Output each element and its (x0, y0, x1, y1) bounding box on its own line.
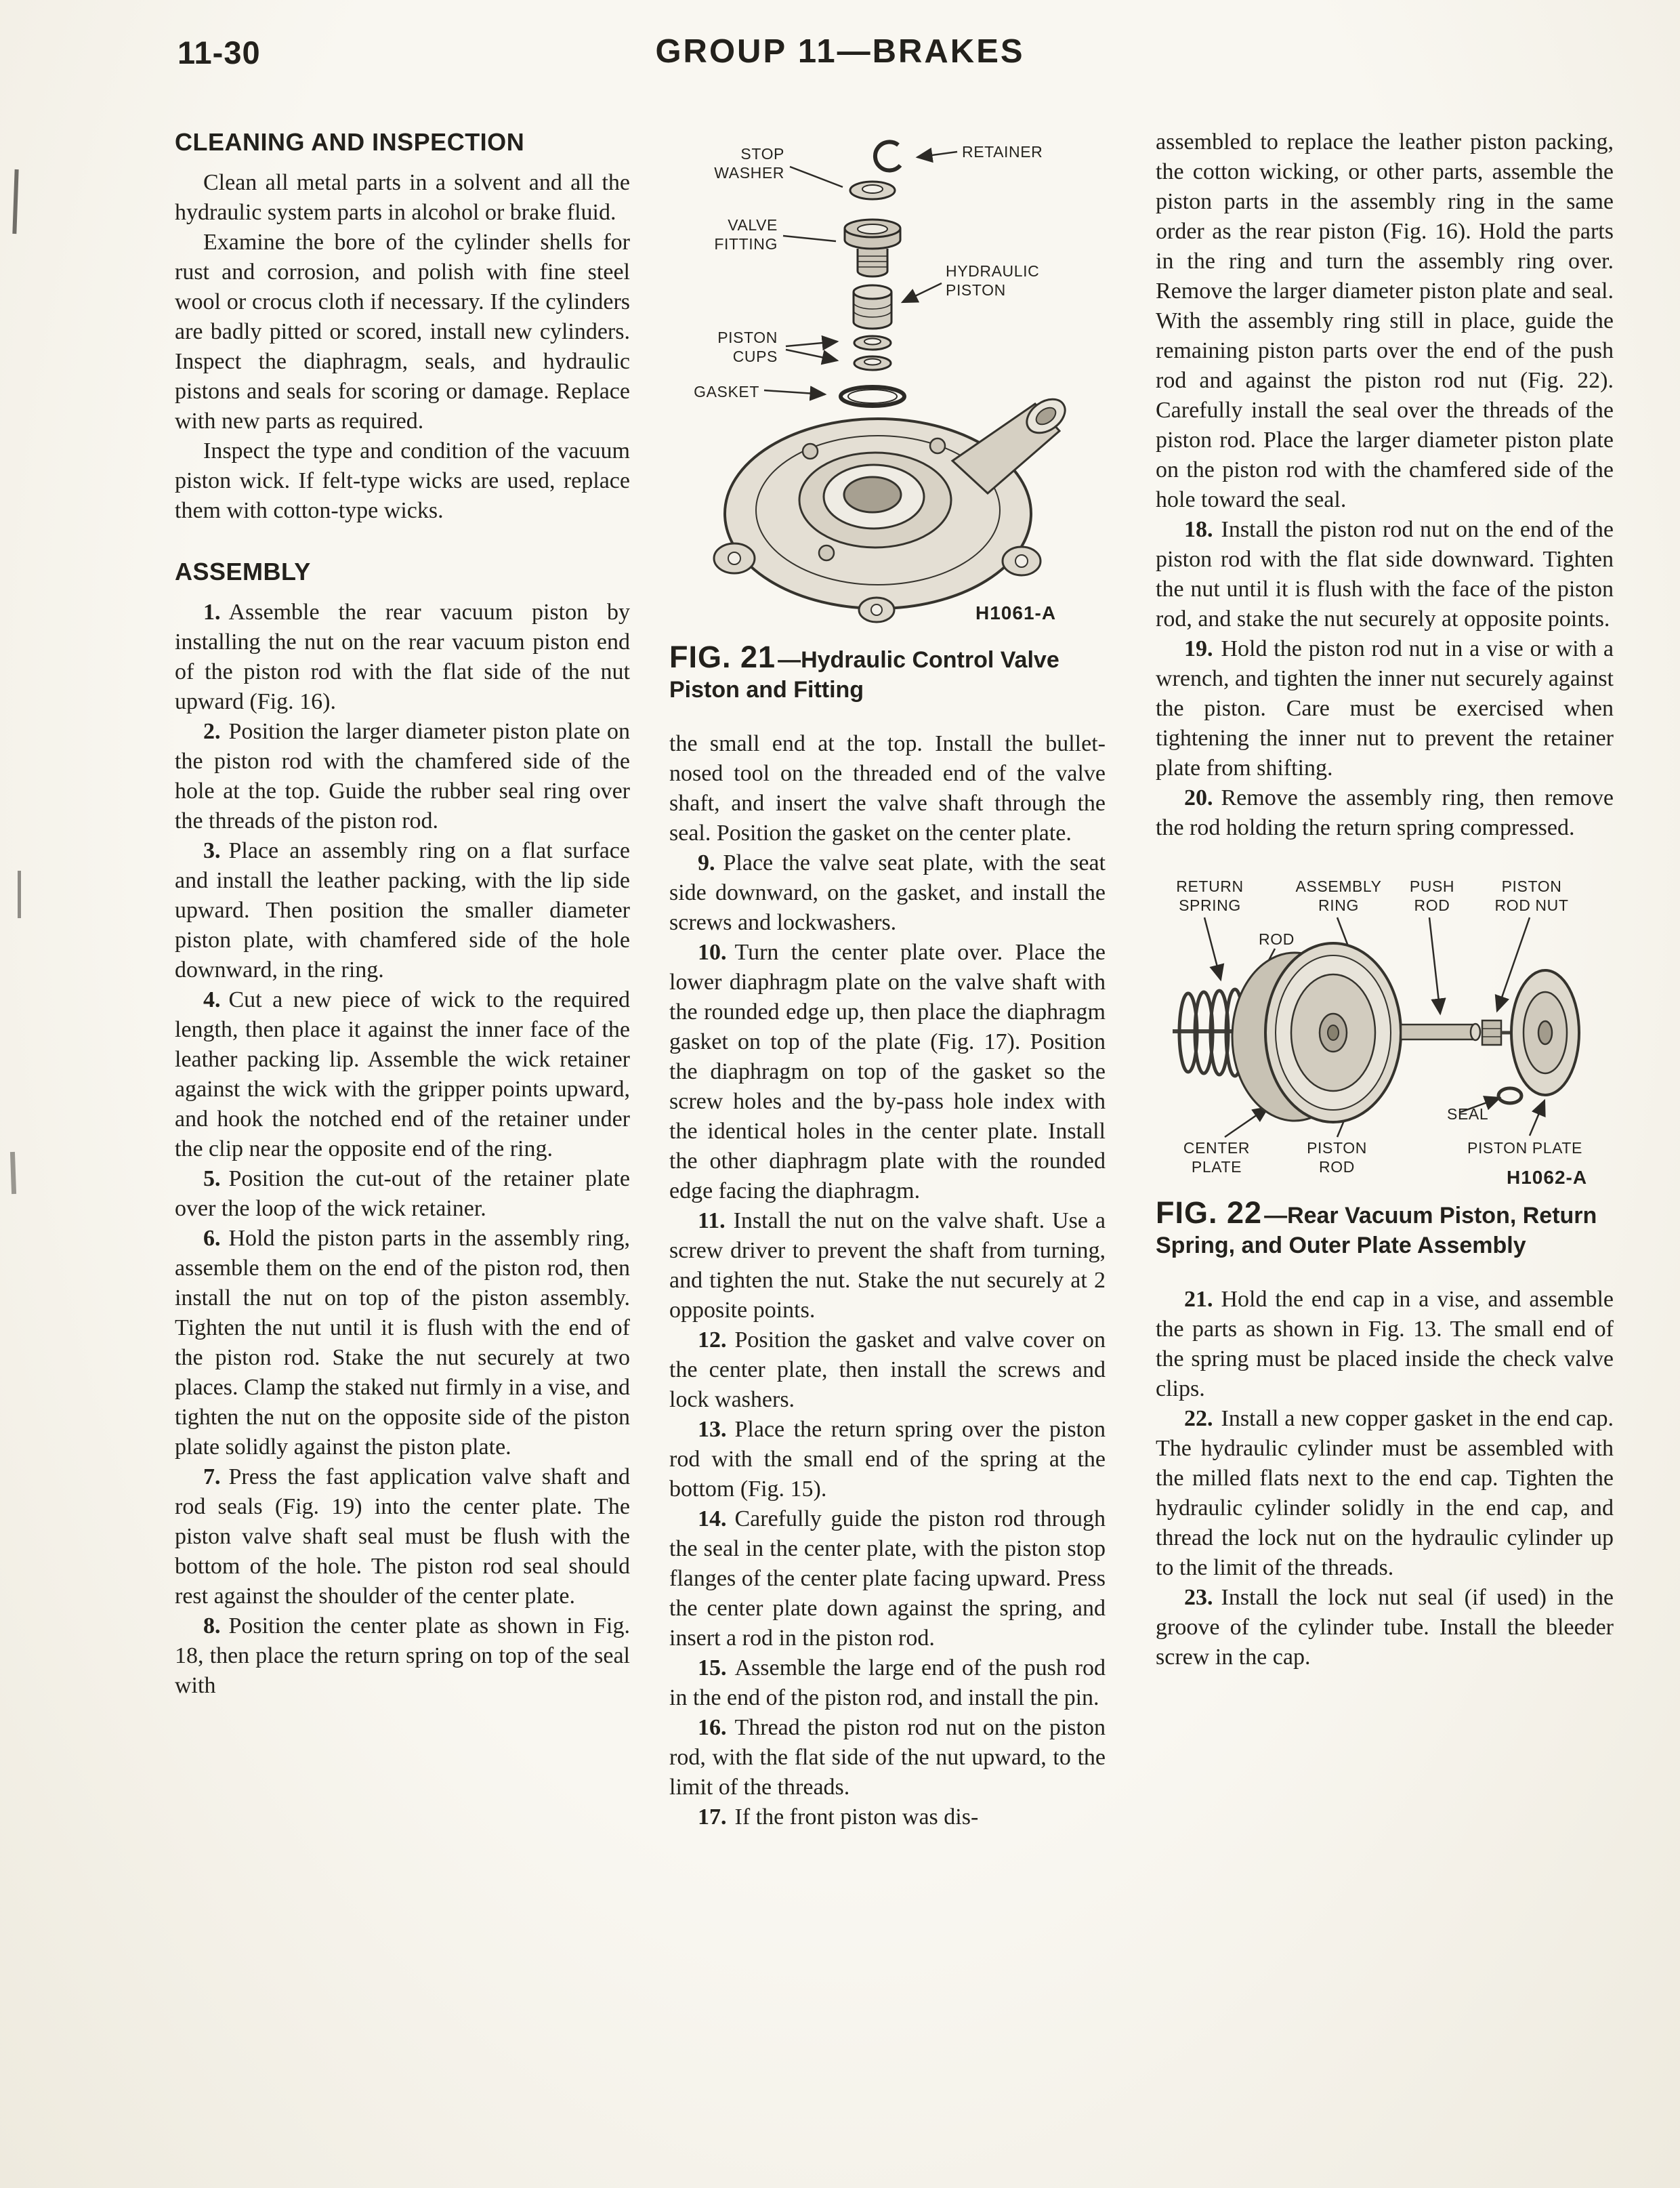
paragraph: Inspect the type and condition of the vacuum piston wick. If felt-type wicks are used, replace them with cotton-type wicks. (175, 438, 630, 523)
step-paragraph (175, 1164, 630, 1224)
section-heading-assembly: ASSEMBLY (175, 558, 311, 585)
step-text: Place the return spring over the piston rod with the small end of the spring at the bottom (Fig. 15). (669, 1417, 1106, 1502)
step-paragraph (669, 848, 1106, 938)
step-number: 12. (698, 1327, 727, 1353)
step-number: 8. (203, 1613, 221, 1638)
right-column (1156, 127, 1614, 1672)
step-number: 6. (203, 1226, 221, 1251)
step-number: 19. (1184, 636, 1213, 661)
scan-artifact (10, 1152, 16, 1194)
step-text: Thread the piston rod nut on the piston rod, with the flat side of the nut upward, to the limit of the threads. (669, 1715, 1106, 1800)
step-text: Cut a new piece of wick to the required length, then place it against the inner face of the leather packing lip. Assemble the wick retainer against the wick with the gripper points upward, and hook the notched end of the retainer under the clip near the opposite end of the ring. (175, 987, 630, 1161)
paragraph: Clean all metal parts in a solvent and all the hydraulic system parts in alcohol or brake fluid. (175, 170, 630, 225)
step-text: Assemble the rear vacuum piston by installing the nut on the rear vacuum piston end of the piston rod with the flat side of the nut upward (Fig. 16). (175, 600, 630, 714)
step-paragraph (1156, 634, 1614, 783)
step-paragraph (175, 1224, 630, 1462)
hydraulic-piston-part (854, 285, 891, 329)
step-text: Position the cut-out of the retainer plate over the loop of the wick retainer. (175, 1166, 630, 1221)
fig21-code: H1061-A (975, 602, 1057, 623)
step-number: 18. (1184, 517, 1213, 542)
step-paragraph (175, 1611, 630, 1701)
step-paragraph (669, 938, 1106, 1206)
fig22-label-piston-plate: PISTON PLATE (1467, 1139, 1582, 1157)
fig22-caption-text: —Rear Vacuum Piston, Return Spring, and Outer Plate Assembly (1156, 1203, 1597, 1258)
step-number: 21. (1184, 1287, 1213, 1312)
step-paragraph (669, 1325, 1106, 1415)
step-paragraph (669, 1802, 1106, 1832)
step-text: Install the piston rod nut on the end of the piston rod with the flat side downward. Tighten the nut until it is flush with the face of the piston rod, and stake the nut securely at opposite points. (1156, 517, 1614, 632)
step-text: Install the lock nut seal (if used) in the groove of the cylinder tube. Install the bleeder screw in the cap. (1156, 1585, 1614, 1670)
step-text: Place an assembly ring on a flat surface and install the leather packing, with the lip side upward. Then position the smaller diameter piston plate, with chamfered side of the hole downward, in the ring. (175, 838, 630, 983)
step-text: Press the fast application valve shaft and rod seals (Fig. 19) into the center plate. The piston valve shaft seal must be flush with the bottom of the hole. The piston rod seal should rest against the shoulder of the center plate. (175, 1464, 630, 1609)
step-text: Position the larger diameter piston plate on the piston rod with the chamfered side of the hole at the top. Guide the rubber seal ring over the threads of the piston rod. (175, 719, 630, 833)
step-number: 9. (698, 850, 715, 875)
step-paragraph (669, 1415, 1106, 1504)
piston-rod-nut-part (1482, 1020, 1513, 1045)
fig21-label-hydraulic-piston: HYDRAULIC PISTON (946, 262, 1040, 299)
step-paragraph (1156, 1285, 1614, 1404)
fig21-label-retainer: RETAINER (962, 143, 1043, 161)
figure-22-rear-vacuum-piston (1156, 870, 1603, 1191)
step-text: Carefully guide the piston rod through the seal in the center plate, with the piston stop flanges of the center plate facing upward. Press the center plate down against the spring, and insert a rod in the piston rod. (669, 1506, 1106, 1651)
step-number: 20. (1184, 785, 1213, 810)
step-number: 23. (1184, 1585, 1213, 1610)
step-number: 11. (698, 1208, 726, 1233)
fig21-label-valve-fitting: VALVE FITTING (714, 216, 778, 253)
fig22-label-return-spring: RETURN SPRING (1176, 878, 1244, 914)
piston-cups-part (854, 336, 891, 370)
step-number: 5. (203, 1166, 221, 1191)
seal-part (1498, 1088, 1521, 1103)
assembly-ring-part (1265, 943, 1401, 1122)
fig21-caption-number: FIG. 21 (669, 640, 776, 674)
step-number: 13. (698, 1417, 727, 1442)
scan-artifact (12, 169, 18, 234)
fig22-label-seal: SEAL (1447, 1105, 1489, 1123)
scan-artifact (18, 871, 21, 918)
step-text: Hold the piston parts in the assembly ring, assemble them on the end of the piston rod, then install the nut on top of the piston assembly. Tighten the nut until it is flush with the end of the piston rod. Stake the nut securely at two places. Clamp the staked nut firmly in a vise, and tighten the nut on the opposite side of the piston plate solidly against the piston plate. (175, 1226, 630, 1460)
gasket-part (841, 387, 904, 406)
fig22-label-assembly-ring: ASSEMBLY RING (1295, 878, 1382, 914)
center-plate-casting (714, 392, 1071, 622)
step-paragraph (175, 985, 630, 1164)
paragraph: assembled to replace the leather piston packing, the cotton wicking, or other parts, assemble the piston parts in the assembly ring in the same order as the rear piston (Fig. 16). Hold the parts in the ring and turn the assembly ring over. Remove the larger diameter piston plate and seal. With the assembly ring still in place, guide the remaining piston parts over the end of the push rod and against the piston rod nut (Fig. 22). Carefully install the seal over the threads of the piston rod. Place the larger diameter piston plate on the piston rod with the chamfered side of the hole toward the seal. (1156, 129, 1614, 512)
fig21-label-piston-cups: PISTON CUPS (717, 329, 778, 365)
step-number: 3. (203, 838, 221, 863)
step-number: 4. (203, 987, 221, 1012)
step-text: Position the gasket and valve cover on the center plate, then install the screws and lock washers. (669, 1327, 1106, 1412)
step-paragraph (175, 1462, 630, 1611)
fig22-label-piston-rod: PISTON ROD (1307, 1139, 1367, 1176)
step-paragraph (175, 836, 630, 985)
fig22-code: H1062-A (1507, 1167, 1588, 1188)
fig22-caption (1156, 1195, 1614, 1260)
fig22-label-rod: ROD (1259, 930, 1295, 948)
step-paragraph (175, 598, 630, 717)
step-text: Position the center plate as shown in Fig. 18, then place the return spring on top of the seal with (175, 1613, 630, 1698)
step-text: Install the nut on the valve shaft. Use a screw driver to prevent the shaft from turning, and tighten the nut. Stake the nut securely at 2 opposite points. (669, 1208, 1106, 1323)
page-number: 11-30 (177, 35, 261, 70)
stop-washer-part (850, 182, 895, 199)
step-text: Install a new copper gasket in the end cap. The hydraulic cylinder must be assembled with the milled flats next to the end cap. Tighten the hydraulic cylinder solidly in the end cap, and thread the lock nut on the hydraulic cylinder up to the limit of the threads. (1156, 1406, 1614, 1580)
push-rod-part (1401, 1024, 1480, 1040)
paragraph: the small end at the top. Install the bullet-nosed tool on the threaded end of the valve shaft, and insert the valve shaft through the seal. Position the gasket on the center plate. (669, 731, 1106, 846)
step-number: 7. (203, 1464, 221, 1489)
fig22-label-piston-rod-nut: PISTON ROD NUT (1494, 878, 1569, 914)
paragraph: Examine the bore of the cylinder shells for rust and corrosion, and polish with fine steel wool or crocus cloth if necessary. If the cylinders are badly pitted or scored, install new cylinders. Inspect the diaphragm, seals, and hydraulic pistons and seals for scoring or damage. Replace with new parts as required. (175, 230, 630, 434)
step-paragraph (175, 717, 630, 836)
step-text: Assemble the large end of the push rod in the end of the piston rod, and install the pin. (669, 1655, 1106, 1710)
retainer-clip (875, 142, 900, 170)
step-paragraph (1156, 1583, 1614, 1672)
step-text: If the front piston was dis- (734, 1804, 979, 1830)
piston-plate-part (1511, 970, 1579, 1095)
left-column (175, 127, 630, 1701)
step-number: 2. (203, 719, 221, 744)
fig22-label-push-rod: PUSH ROD (1409, 878, 1455, 914)
fig22-label-center-plate: CENTER PLATE (1183, 1139, 1251, 1176)
step-paragraph (669, 1504, 1106, 1653)
step-paragraph (1156, 515, 1614, 634)
step-text: Hold the piston rod nut in a vise or with a wrench, and tighten the inner nut securely against the piston. Care must be exercised when tightening the inner nut to prevent the retainer plate from shifting. (1156, 636, 1614, 781)
fig21-caption (669, 642, 1106, 705)
exploded-valve-diagram (669, 127, 1089, 636)
step-number: 14. (698, 1506, 727, 1531)
step-text: Remove the assembly ring, then remove the rod holding the return spring compressed. (1156, 785, 1614, 840)
fig22-caption-number: FIG. 22 (1156, 1195, 1263, 1230)
step-number: 10. (698, 940, 727, 965)
step-paragraph (669, 1206, 1106, 1325)
step-paragraph (1156, 1404, 1614, 1583)
step-paragraph (1156, 783, 1614, 843)
step-text: Hold the end cap in a vise, and assemble the parts as shown in Fig. 13. The small end of the spring must be placed inside the check valve clips. (1156, 1287, 1614, 1401)
middle-column (669, 127, 1106, 1832)
step-text: Place the valve seat plate, with the seat side downward, on the gasket, and install the screws and lockwashers. (669, 850, 1106, 935)
figure-21-hydraulic-control-valve (669, 127, 1089, 636)
fig21-label-gasket: GASKET (694, 383, 759, 400)
step-number: 1. (203, 600, 221, 625)
page-title: GROUP 11—BRAKES (655, 33, 1025, 70)
step-number: 22. (1184, 1406, 1213, 1431)
step-text: Turn the center plate over. Place the lower diaphragm plate on the valve shaft with the rounded edge up, then place the diaphragm gasket on top of the plate (Fig. 17). Position the diaphragm on top of the gasket so the screw holes and the by-pass hole index with the identical holes in the center plate. Install the other diaphragm plate with the rounded edge facing the diaphragm. (669, 940, 1106, 1203)
step-paragraph (669, 1713, 1106, 1802)
step-number: 15. (698, 1655, 727, 1680)
step-paragraph (669, 1653, 1106, 1713)
fig21-caption-text: —Hydraulic Control Valve Piston and Fitting (669, 647, 1059, 703)
step-number: 17. (698, 1804, 727, 1830)
section-heading-cleaning: CLEANING AND INSPECTION (175, 128, 525, 156)
fig21-label-stop-washer: STOP WASHER (714, 145, 784, 182)
step-number: 16. (698, 1715, 727, 1740)
valve-fitting-part (845, 220, 900, 276)
